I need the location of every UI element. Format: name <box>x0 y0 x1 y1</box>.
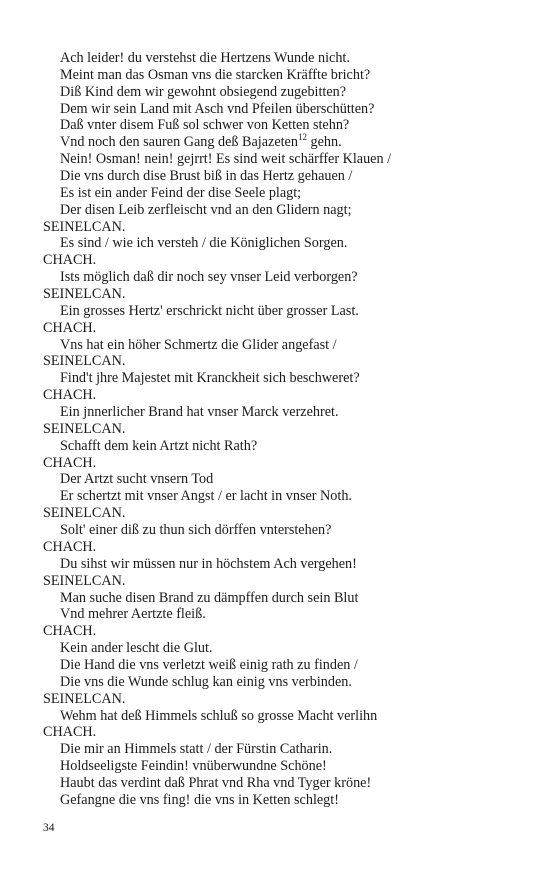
line-text: Wehm hat deß Himmels schluß so grosse Macht verlihn <box>60 707 378 724</box>
line-text: CHACH. <box>43 319 97 336</box>
line-text: SEINELCAN. <box>43 286 126 303</box>
line-text: Die mir an Himmels statt / der Fürstin Catharin. <box>60 741 333 758</box>
line-text: SEINELCAN. <box>43 353 126 370</box>
speaker-name <box>43 539 533 556</box>
line-text: Vnd noch den sauren Gang deß Bajazeten <box>60 134 298 151</box>
line-text: CHACH. <box>43 387 97 404</box>
verse-line <box>43 488 533 505</box>
line-text: Ach leider! du verstehst die Hertzens Wunde nicht. <box>60 50 350 66</box>
line-text: Die vns die Wunde schlug kan einig vns verbinden. <box>60 673 352 690</box>
line-text-continued: gehn. <box>306 134 342 151</box>
verse-line <box>43 303 533 320</box>
verse-line <box>43 775 533 792</box>
line-text: Die Hand die vns verletzt weiß einig rath zu finden / <box>60 656 358 673</box>
line-text: Haubt das verdint daß Phrat vnd Rha vnd Tyger kröne! <box>60 774 372 791</box>
line-text: SEINELCAN. <box>43 690 126 707</box>
speaker-name <box>43 623 533 640</box>
verse-line <box>43 117 533 134</box>
line-text: Vns hat ein höher Schmertz die Glider angefast / <box>60 336 337 353</box>
line-text: Ein grosses Hertz' erschrickt nicht über grosser Last. <box>60 302 359 319</box>
line-text: CHACH. <box>43 252 97 269</box>
line-text: Der Artzt sucht vnsern Tod <box>60 471 214 488</box>
speaker-name <box>43 421 533 438</box>
speaker-name <box>43 252 533 269</box>
drama-text <box>43 50 533 809</box>
line-text: CHACH. <box>43 724 97 741</box>
verse-line <box>43 168 533 185</box>
line-text: Schafft dem kein Artzt nicht Rath? <box>60 437 258 454</box>
speaker-name <box>43 353 533 370</box>
speaker-name <box>43 455 533 472</box>
line-text: Find't jhre Majestet mit Kranckheit sich beschweret? <box>60 370 360 387</box>
line-text: Holdseeligste Feindin! vnüberwundne Schöne! <box>60 758 327 775</box>
verse-line <box>43 185 533 202</box>
line-text: Solt' einer diß zu thun sich dörffen vnterstehen? <box>60 522 332 539</box>
line-text: Gefangne die vns fing! die vns in Ketten schlegt! <box>60 791 339 808</box>
verse-line <box>43 235 533 252</box>
verse-line <box>43 792 533 809</box>
verse-line <box>43 758 533 775</box>
verse-line <box>43 640 533 657</box>
line-text: Diß Kind dem wir gewohnt obsiegend zugebitten? <box>60 83 347 100</box>
verse-line <box>43 50 533 67</box>
verse-line <box>43 438 533 455</box>
verse-line <box>43 471 533 488</box>
verse-line <box>43 404 533 421</box>
line-text: Es ist ein ander Feind der dise Seele plagt; <box>60 184 302 201</box>
line-text: SEINELCAN. <box>43 572 126 589</box>
verse-line <box>43 674 533 691</box>
line-text: Es sind / wie ich versteh / die Königlichen Sorgen. <box>60 235 348 252</box>
line-text: SEINELCAN. <box>43 218 126 235</box>
verse-line <box>43 556 533 573</box>
verse-line <box>43 606 533 623</box>
line-text: Der disen Leib zerfleischt vnd an den Glidern nagt; <box>60 201 352 218</box>
line-text: Die vns durch dise Brust biß in das Hertz gehauen / <box>60 168 353 185</box>
line-text: Vnd mehrer Aertzte fleiß. <box>60 606 206 623</box>
verse-line <box>43 67 533 84</box>
speaker-name <box>43 573 533 590</box>
speaker-name <box>43 320 533 337</box>
line-text: Ein jnnerlicher Brand hat vnser Marck verzehret. <box>60 404 339 421</box>
verse-line <box>43 151 533 168</box>
verse-line <box>43 202 533 219</box>
verse-line <box>43 741 533 758</box>
verse-line <box>43 84 533 101</box>
verse-line <box>43 370 533 387</box>
line-text: Daß vnter disem Fuß sol schwer von Ketten stehn? <box>60 117 350 134</box>
line-text: CHACH. <box>43 623 97 640</box>
verse-line <box>43 269 533 286</box>
line-text: Du sihst wir müssen nur in höchstem Ach vergehen! <box>60 555 357 572</box>
speaker-name <box>43 691 533 708</box>
verse-line <box>43 590 533 607</box>
line-text: Meint man das Osman vns die starcken Kräffte bricht? <box>60 66 371 83</box>
line-text: Nein! Osman! nein! gejrrt! Es sind weit schärffer Klauen / <box>60 151 392 168</box>
verse-line <box>43 337 533 354</box>
verse-line <box>43 131 533 151</box>
line-text: CHACH. <box>43 454 97 471</box>
line-text: Man suche disen Brand zu dämpffen durch sein Blut <box>60 589 359 606</box>
speaker-name <box>43 387 533 404</box>
speaker-name <box>43 219 533 236</box>
line-text: SEINELCAN. <box>43 420 126 437</box>
speaker-name <box>43 505 533 522</box>
line-text: Ists möglich daß dir noch sey vnser Leid verborgen? <box>60 269 358 286</box>
page-number: 34 <box>43 822 55 834</box>
footnote-marker: 12 <box>297 131 307 142</box>
line-text: Kein ander lescht die Glut. <box>60 640 213 657</box>
line-text: Dem wir sein Land mit Asch vnd Pfeilen überschütten? <box>60 100 375 117</box>
verse-line <box>43 101 533 118</box>
line-text: Er schertzt mit vnser Angst / er lacht in vnser Noth. <box>60 488 352 505</box>
speaker-name <box>43 724 533 741</box>
verse-line <box>43 657 533 674</box>
line-text: SEINELCAN. <box>43 505 126 522</box>
verse-line <box>43 708 533 725</box>
verse-line <box>43 522 533 539</box>
speaker-name <box>43 286 533 303</box>
line-text: CHACH. <box>43 538 97 555</box>
